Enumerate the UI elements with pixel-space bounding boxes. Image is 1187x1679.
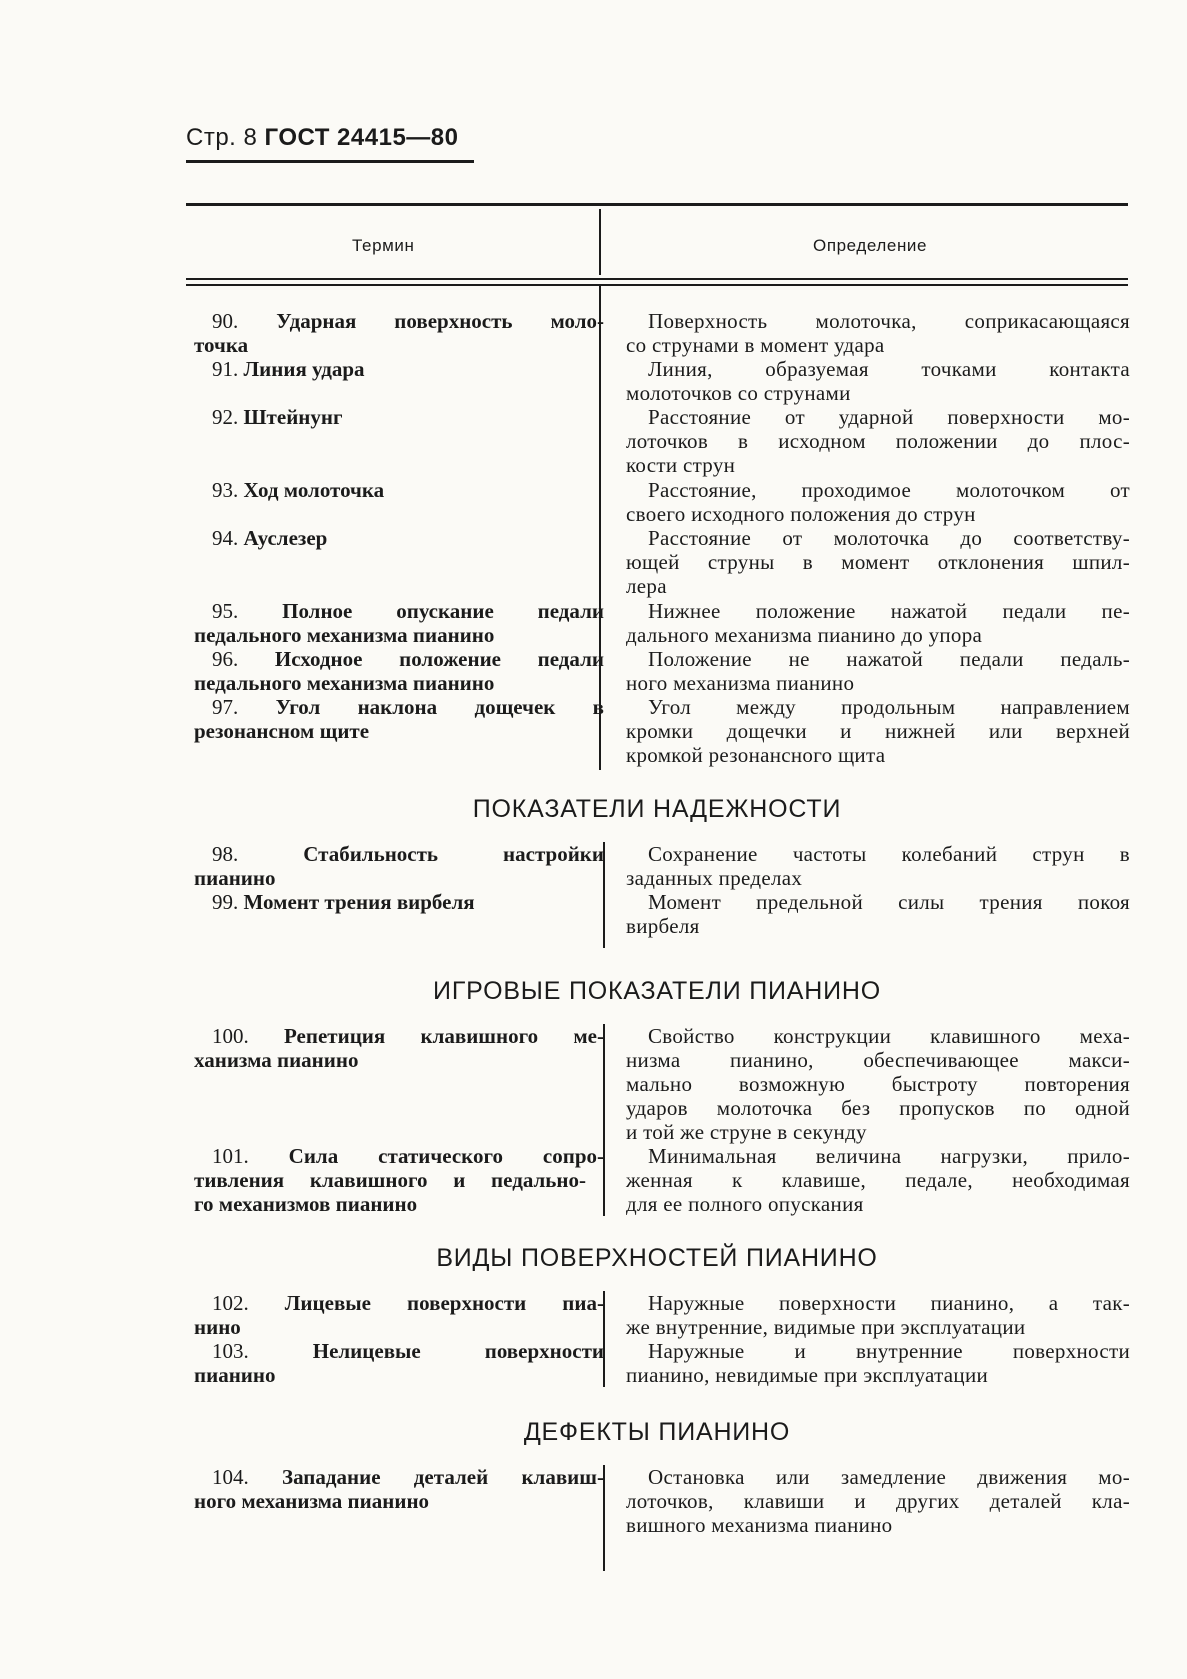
definition-line: Свойство конструкции клавишного меха- <box>648 1024 1130 1048</box>
table-top-rule <box>186 203 1128 206</box>
term-line: пианино <box>194 866 276 890</box>
term-line: 99. Момент трения вирбеля <box>212 890 475 914</box>
term-line: 91. Линия удара <box>212 357 365 381</box>
term-line: резонансном щите <box>194 719 370 743</box>
definition-line: Сохранение частоты колебаний струн в <box>648 842 1130 866</box>
term-line: 97. Угол наклона дощечек в <box>212 695 605 719</box>
definition-line: мально возможную быстроту повторения <box>626 1072 1130 1096</box>
definition-line: ударов молоточка без пропусков по одной <box>626 1096 1130 1120</box>
term-line: 93. Ход молоточка <box>212 478 385 502</box>
definition-line: кромкой резонансного щита <box>626 743 886 767</box>
definition-line: низма пианино, обеспечивающее макси- <box>626 1048 1130 1072</box>
definition-line: Угол между продольным направлением <box>648 695 1130 719</box>
term-line: пианино <box>194 1363 276 1387</box>
term-line: нино <box>194 1315 241 1339</box>
definition-line: Расстояние от молоточка до соответству- <box>648 526 1130 550</box>
column-header-divider <box>599 209 601 275</box>
definition-line: ного механизма пианино <box>626 671 855 695</box>
definition-line: пианино, невидимые при эксплуатации <box>626 1363 989 1387</box>
header-bottom-rule-double <box>186 284 1128 286</box>
header-bottom-rule <box>186 278 1128 280</box>
section-heading-playing: ИГРОВЫЕ ПОКАЗАТЕЛИ ПИАНИНО <box>433 977 881 1005</box>
term-line: 103. Нелицевые поверхности <box>212 1339 604 1363</box>
term-line: ного механизма пианино <box>194 1489 430 1513</box>
definition-line: лоточков в исходном положении до плос- <box>626 429 1130 453</box>
definition-line: Наружные поверхности пианино, а так- <box>648 1291 1130 1315</box>
column-header-term: Термин <box>352 236 415 255</box>
definition-line: Наружные и внутренние поверхности <box>648 1339 1130 1363</box>
header-rule <box>186 160 474 163</box>
term-line: 104. Западание деталей клавиш- <box>212 1465 604 1489</box>
section-heading-reliability: ПОКАЗАТЕЛИ НАДЕЖНОСТИ <box>472 795 842 823</box>
definition-line: молоточков со струнами <box>626 381 851 405</box>
definition-line: ющей струны в момент отклонения шпил- <box>626 550 1130 574</box>
definition-line: кромки дощечки и нижней или верхней <box>626 719 1130 743</box>
term-line: 101. Сила статического сопро- <box>212 1144 604 1168</box>
page-header <box>186 124 458 152</box>
term-line: ханизма пианино <box>194 1048 359 1072</box>
definition-line: Нижнее положение нажатой педали пе- <box>648 599 1130 623</box>
definition-line: лера <box>626 574 667 598</box>
definition-line: заданных пределах <box>626 866 803 890</box>
definition-line: Положение не нажатой педали педаль- <box>648 647 1130 671</box>
term-line: 98. Стабильность настройки <box>212 842 604 866</box>
definition-line: вирбеля <box>626 914 700 938</box>
definition-line: лоточков, клавиши и других деталей кла- <box>626 1489 1130 1513</box>
definition-line: Поверхность молоточка, соприкасающаяся <box>648 309 1130 333</box>
definition-line: женная к клавише, педале, необходимая <box>626 1168 1130 1192</box>
column-divider-playing <box>603 1024 605 1216</box>
term-line: 94. Ауслезер <box>212 526 328 550</box>
definition-line: со струнами в момент удара <box>626 333 885 357</box>
term-line: 96. Исходное положение педали <box>212 647 604 671</box>
definition-line: Расстояние от ударной поверхности мо- <box>648 405 1130 429</box>
term-line: 92. Штейнунг <box>212 405 343 429</box>
term-line: 100. Репетиция клавишного ме- <box>212 1024 604 1048</box>
term-line: педального механизма пианино <box>194 623 495 647</box>
term-line: точка <box>194 333 249 357</box>
definition-line: Расстояние, проходимое молоточком от <box>648 478 1130 502</box>
term-line: 95. Полное опускание педали <box>212 599 604 623</box>
definition-line: для ее полного опускания <box>626 1192 864 1216</box>
definition-line: Минимальная величина нагрузки, прило- <box>648 1144 1130 1168</box>
definition-line: вишного механизма пианино <box>626 1513 893 1537</box>
standard-designation: ГОСТ 24415—80 <box>264 124 459 151</box>
definition-line: же внутренние, видимые при эксплуатации <box>626 1315 1026 1339</box>
definition-line: своего исходного положения до струн <box>626 502 976 526</box>
definition-line: и той же струне в секунду <box>626 1120 867 1144</box>
section-heading-surfaces: ВИДЫ ПОВЕРХНОСТЕЙ ПИАНИНО <box>436 1244 878 1272</box>
term-line: 90. Ударная поверхность моло- <box>212 309 604 333</box>
page-number: Стр. 8 <box>186 124 258 151</box>
definition-line: кости струн <box>626 453 736 477</box>
definition-line: Линия, образуемая точками контакта <box>648 357 1130 381</box>
term-line: тивления клавишного и педально- <box>194 1168 586 1192</box>
term-line: го механизмов пианино <box>194 1192 418 1216</box>
definition-line: Остановка или замедление движения мо- <box>648 1465 1130 1489</box>
term-line: 102. Лицевые поверхности пиа- <box>212 1291 605 1315</box>
section-heading-defects: ДЕФЕКТЫ ПИАНИНО <box>523 1418 791 1446</box>
definition-line: Момент предельной силы трения покоя <box>648 890 1130 914</box>
term-line: педального механизма пианино <box>194 671 495 695</box>
column-header-definition: Определение <box>813 236 928 255</box>
definition-line: дального механизма пианино до упора <box>626 623 983 647</box>
